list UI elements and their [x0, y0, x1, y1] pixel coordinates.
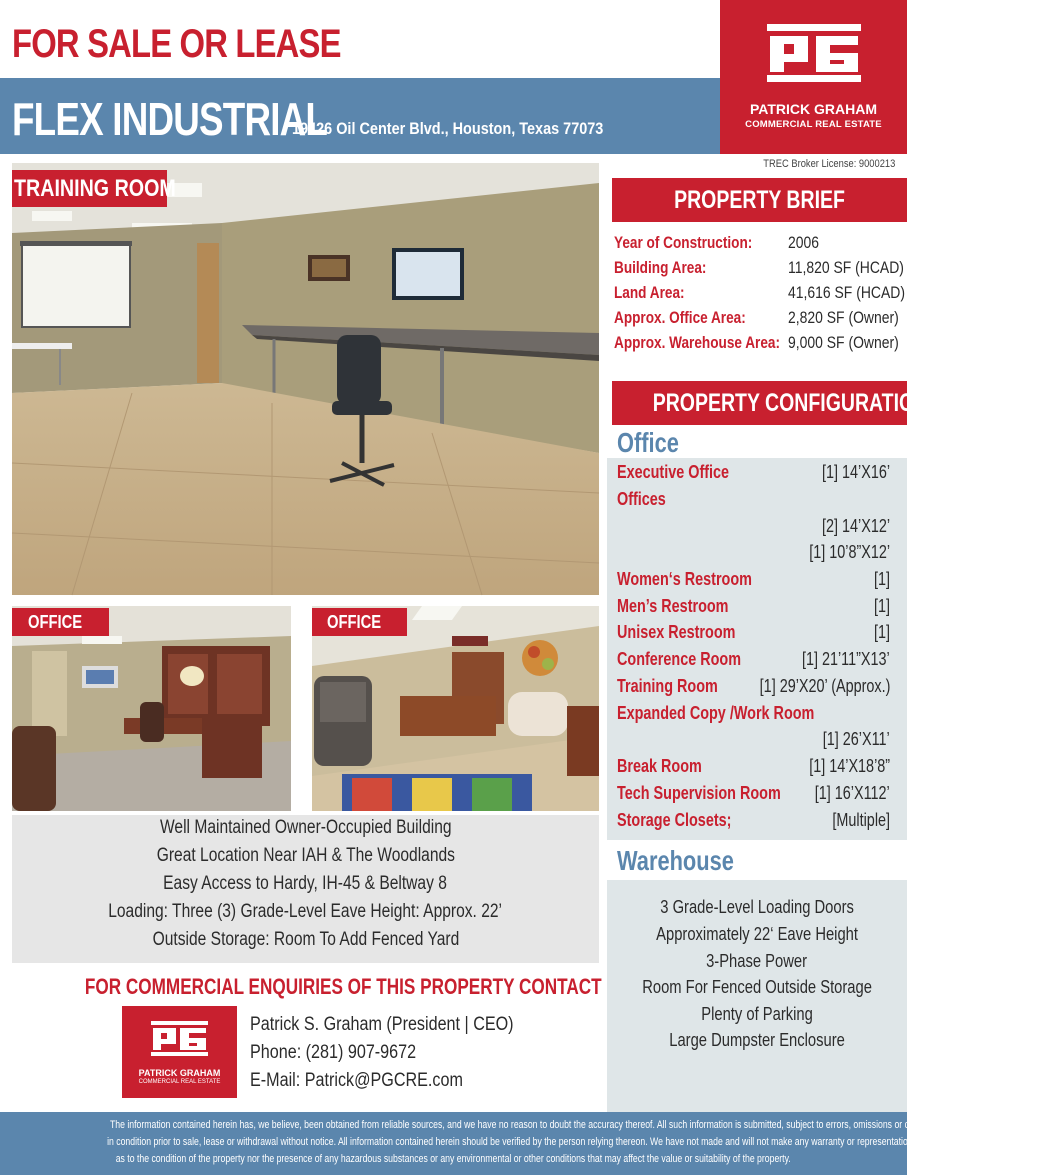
config-value: [1] 16’X112’ — [815, 783, 890, 803]
warehouse-line: 3-Phase Power — [706, 951, 808, 971]
title-band — [0, 78, 720, 154]
config-label: Tech Supervision Room — [617, 783, 781, 803]
highlight-line: Outside Storage: Room To Add Fenced Yard — [152, 929, 459, 950]
contact-heading: FOR COMMERCIAL ENQUIRIES OF THIS PROPERTY CONTACT — [84, 974, 602, 999]
contact-email[interactable]: E-Mail: Patrick@PGCRE.com — [250, 1070, 463, 1091]
warehouse-line: 3 Grade-Level Loading Doors — [660, 897, 854, 917]
config-value: [1] 26’X11’ — [823, 729, 890, 749]
logo-subtitle: COMMERCIAL REAL ESTATE — [745, 119, 882, 130]
config-row — [0, 542, 907, 568]
contact-phone[interactable]: Phone: (281) 907-9672 — [250, 1042, 417, 1063]
config-value: [1] 10’8”X12’ — [809, 542, 890, 562]
property-config-heading: PROPERTY CONFIGURATIONS — [612, 381, 907, 425]
brief-label: Land Area: — [614, 283, 685, 302]
pg-logo-icon — [720, 0, 907, 100]
config-row — [0, 783, 907, 809]
disclaimer-line: in condition prior to sale, lease or withdrawal without notice. All information contained herein should be verified by the person relying thereon. We have not made and will not make any warranty or representation — [107, 1136, 913, 1148]
config-label: Conference Room — [617, 649, 742, 669]
property-brief-heading: PROPERTY BRIEF — [612, 178, 907, 222]
config-value: [1] 14’X16’ — [821, 462, 890, 482]
brief-label: Approx. Office Area: — [614, 308, 746, 327]
config-row — [0, 489, 907, 515]
brief-value: 2,820 SF (Owner) — [788, 308, 899, 327]
config-value: [1] 29’X20’ (Approx.) — [759, 676, 890, 696]
contact-name: Patrick S. Graham (President | CEO) — [250, 1014, 514, 1035]
config-value: [1] — [873, 622, 890, 642]
config-value: [Multiple] — [832, 810, 890, 830]
config-value: [1] 14’X18’8” — [809, 756, 890, 776]
disclaimer-line: The information contained herein has, we believe, been obtained from reliable sources, and we have no reason to doubt the accuracy thereof. All such information is submitted, subject to errors, omissions or changes — [109, 1119, 938, 1131]
property-address: 19426 Oil Center Blvd., Houston, Texas 77073 — [292, 119, 604, 138]
highlight-line: Well Maintained Owner-Occupied Building — [159, 817, 452, 838]
config-row — [0, 516, 907, 542]
config-row — [0, 756, 907, 782]
highlight-line: Easy Access to Hardy, IH-45 & Beltway 8 — [163, 873, 448, 894]
config-row — [0, 462, 907, 488]
brief-label: Approx. Warehouse Area: — [614, 333, 781, 352]
warehouse-subheading: Warehouse — [617, 845, 734, 876]
highlight-line: Great Location Near IAH & The Woodlands — [156, 845, 455, 866]
contact-logo — [122, 1006, 237, 1098]
company-logo — [720, 0, 907, 154]
warehouse-line: Large Dumpster Enclosure — [669, 1030, 845, 1050]
config-label: Offices — [617, 489, 666, 509]
office-subheading: Office — [617, 427, 679, 458]
config-value: [1] 21’11”X13’ — [802, 649, 890, 669]
config-row — [0, 729, 907, 755]
config-label: Unisex Restroom — [617, 622, 736, 642]
config-row — [0, 622, 907, 648]
brief-label: Building Area: — [614, 258, 707, 277]
status-heading: FOR SALE OR LEASE — [12, 22, 341, 66]
training-room-tag: TRAINING ROOM — [12, 170, 167, 207]
config-row — [0, 596, 907, 622]
config-label: Training Room — [617, 676, 718, 696]
config-label: Storage Closets; — [617, 810, 732, 830]
property-title: FLEX INDUSTRIAL — [12, 93, 328, 145]
logo-name: PATRICK GRAHAM — [749, 101, 878, 117]
disclaimer-footer — [0, 1112, 938, 1175]
contact-logo-sub: COMMERCIAL REAL ESTATE — [138, 1079, 221, 1085]
config-value: [2] 14’X12’ — [821, 516, 890, 536]
pg-logo-small-icon — [122, 1006, 237, 1068]
office-tag-2: OFFICE — [312, 608, 407, 636]
contact-logo-name: PATRICK GRAHAM — [138, 1068, 221, 1078]
broker-license: TREC Broker License: 9000213 — [762, 158, 895, 170]
config-label: Break Room — [617, 756, 702, 776]
config-row — [0, 649, 907, 675]
warehouse-line: Plenty of Parking — [701, 1004, 813, 1024]
config-row — [0, 676, 907, 702]
brief-label: Year of Construction: — [614, 233, 753, 252]
disclaimer-line: as to the condition of the property nor the presence of any hazardous substances or any environmental or other conditions that may affect the value or suitability of the property. — [115, 1153, 792, 1165]
brief-value: 2006 — [788, 233, 820, 252]
brief-value: 41,616 SF (HCAD) — [788, 283, 905, 302]
config-row — [0, 810, 907, 836]
office-tag-1: OFFICE — [12, 608, 109, 636]
config-row — [0, 569, 907, 595]
brief-value: 11,820 SF (HCAD) — [788, 258, 904, 277]
config-label: Executive Office — [617, 462, 730, 482]
config-value: [1] — [873, 569, 890, 589]
config-row — [0, 703, 907, 729]
config-value: [1] — [873, 596, 890, 616]
brief-value: 9,000 SF (Owner) — [788, 333, 899, 352]
config-label: Expanded Copy /Work Room — [617, 703, 815, 723]
highlight-line: Loading: Three (3) Grade-Level Eave Height: Approx. 22’ — [108, 901, 503, 922]
config-label: Men’s Restroom — [617, 596, 729, 616]
config-label: Women‘s Restroom — [617, 569, 752, 589]
warehouse-line: Room For Fenced Outside Storage — [642, 977, 872, 997]
warehouse-line: Approximately 22‘ Eave Height — [656, 924, 858, 944]
